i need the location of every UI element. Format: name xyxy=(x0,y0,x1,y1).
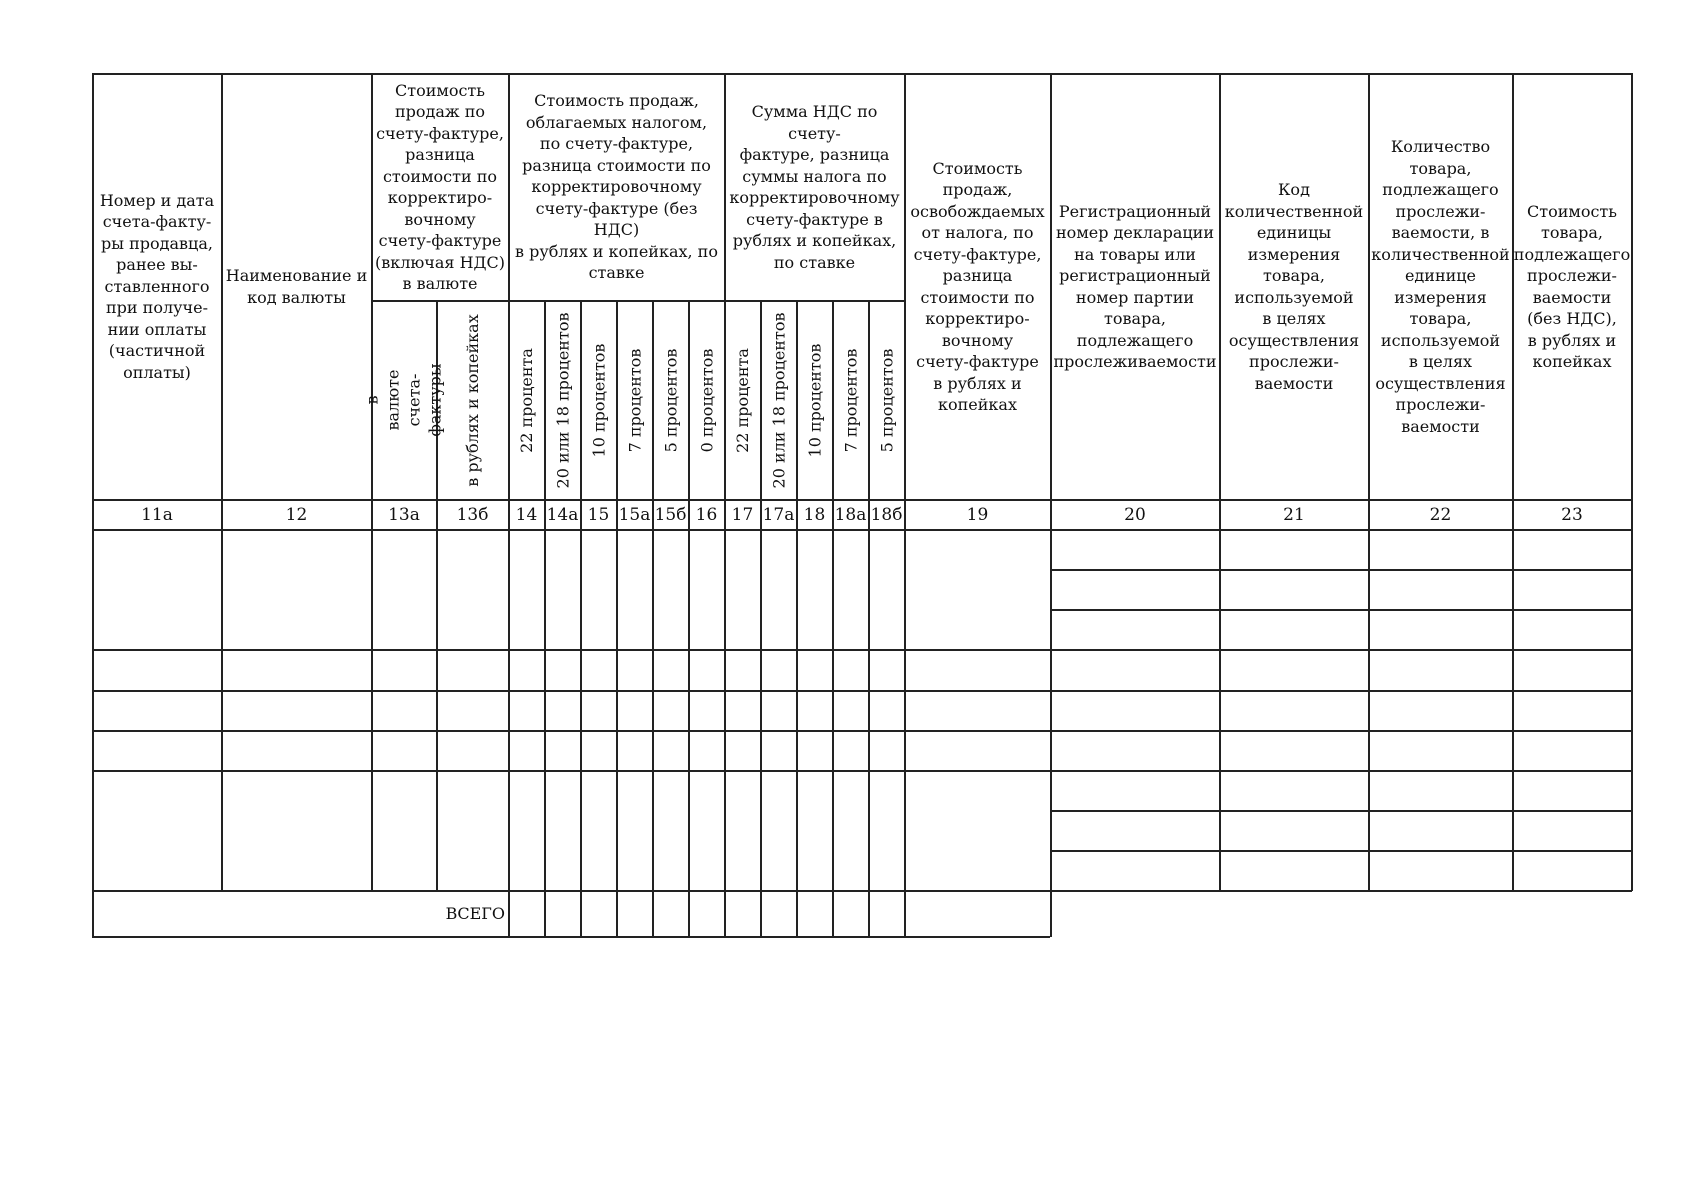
column-number: 14 xyxy=(515,504,538,525)
grid-line xyxy=(92,770,1632,772)
column-number: 15 xyxy=(587,504,610,525)
column-number: 18б xyxy=(870,504,903,525)
grid-line xyxy=(1631,73,1633,891)
rate-header-15b: 5 процентов xyxy=(661,348,680,452)
header-sales-value-currency: Стоимость продаж по счету-фактуре, разница стоимости по корректиро- вочному счету-фактуре (включая НДС) в валюте xyxy=(374,80,506,293)
rate-header-15: 10 процентов xyxy=(589,343,608,457)
grid-line xyxy=(92,936,1050,938)
column-number: 19 xyxy=(966,504,989,525)
header-in-invoice-currency: в валюте счета-фактуры xyxy=(363,363,446,437)
rate-header-17a: 20 или 18 процентов xyxy=(769,312,789,488)
column-number: 12 xyxy=(285,504,308,525)
column-number: 13б xyxy=(456,504,489,525)
grid-line xyxy=(92,690,1632,692)
column-number: 18а xyxy=(834,504,867,525)
column-number: 18 xyxy=(803,504,826,525)
column-number: 23 xyxy=(1561,504,1583,525)
column-number: 16 xyxy=(695,504,718,525)
column-number: 13а xyxy=(388,504,420,525)
grid-line xyxy=(1050,850,1632,852)
column-number: 14а xyxy=(546,504,579,525)
grid-line xyxy=(92,649,1632,651)
rate-header-14: 22 процента xyxy=(517,347,537,453)
rate-header-17: 22 процента xyxy=(733,347,753,453)
rate-header-18: 10 процентов xyxy=(805,343,824,457)
column-number: 15б xyxy=(654,504,687,525)
grid-line xyxy=(1050,810,1632,812)
column-number: 21 xyxy=(1283,504,1305,525)
header-in-rubles-kopecks: в рублях и копейках xyxy=(463,313,482,487)
header-vat-amount: Сумма НДС по счету- фактуре, разница суммы налога по корректировочному счету-фактуре в рублях и копейках, по ставке xyxy=(729,102,900,272)
header-declaration-number: Регистрационный номер декларации на товары или регистрационный номер партии товара, подлежащего прослеживаемости xyxy=(1053,201,1217,371)
column-number: 17 xyxy=(731,504,754,525)
rate-header-14a: 20 или 18 процентов xyxy=(553,312,573,488)
column-number: 15а xyxy=(618,504,651,525)
header-taxable-sales-value: Стоимость продаж, облагаемых налогом, по счету-фактуре, разница стоимости по корректировочному счету-фактуре (без НДС) в рублях и копейках, по ставке xyxy=(515,91,718,283)
rate-header-15a: 7 процентов xyxy=(625,348,644,452)
grid-line xyxy=(1050,569,1632,571)
grid-line xyxy=(1050,609,1632,611)
column-number: 17а xyxy=(762,504,795,525)
rate-header-16: 0 процентов xyxy=(697,348,716,452)
column-number: 20 xyxy=(1124,504,1146,525)
header-unit-code: Код количественной единицы измерения товара, используемой в целях осуществления прослежи- ваемости xyxy=(1224,180,1364,393)
rate-header-18a: 7 процентов xyxy=(841,348,860,452)
rate-header-18b: 5 процентов xyxy=(877,348,896,452)
column-number: 22 xyxy=(1429,504,1452,525)
header-invoice-number-date: Номер и дата счета-факту- ры продавца, ранее вы- ставленного при получе- нии оплаты (частичной оплаты) xyxy=(99,190,215,382)
header-currency-name-code: Наименование и код валюты xyxy=(225,266,368,307)
grid-line xyxy=(92,529,1632,531)
column-number: 11а xyxy=(141,504,173,525)
grid-line xyxy=(92,730,1632,732)
header-traceable-quantity: Количество товара, подлежащего прослежи- ваемости, в количественной единице измерения товара, используемой в целях осуществления прослежи- ваемости xyxy=(1371,137,1510,436)
total-label: ВСЕГО xyxy=(445,903,505,923)
header-tax-exempt-sales: Стоимость продаж, освобождаемых от налога, по счету-фактуре, разница стоимости по корректиро- вочному счету-фактуре в рублях и копейках xyxy=(910,158,1045,414)
header-traceable-value: Стоимость товара, подлежащего прослежи- ваемости (без НДС), в рублях и копейках xyxy=(1513,201,1631,371)
